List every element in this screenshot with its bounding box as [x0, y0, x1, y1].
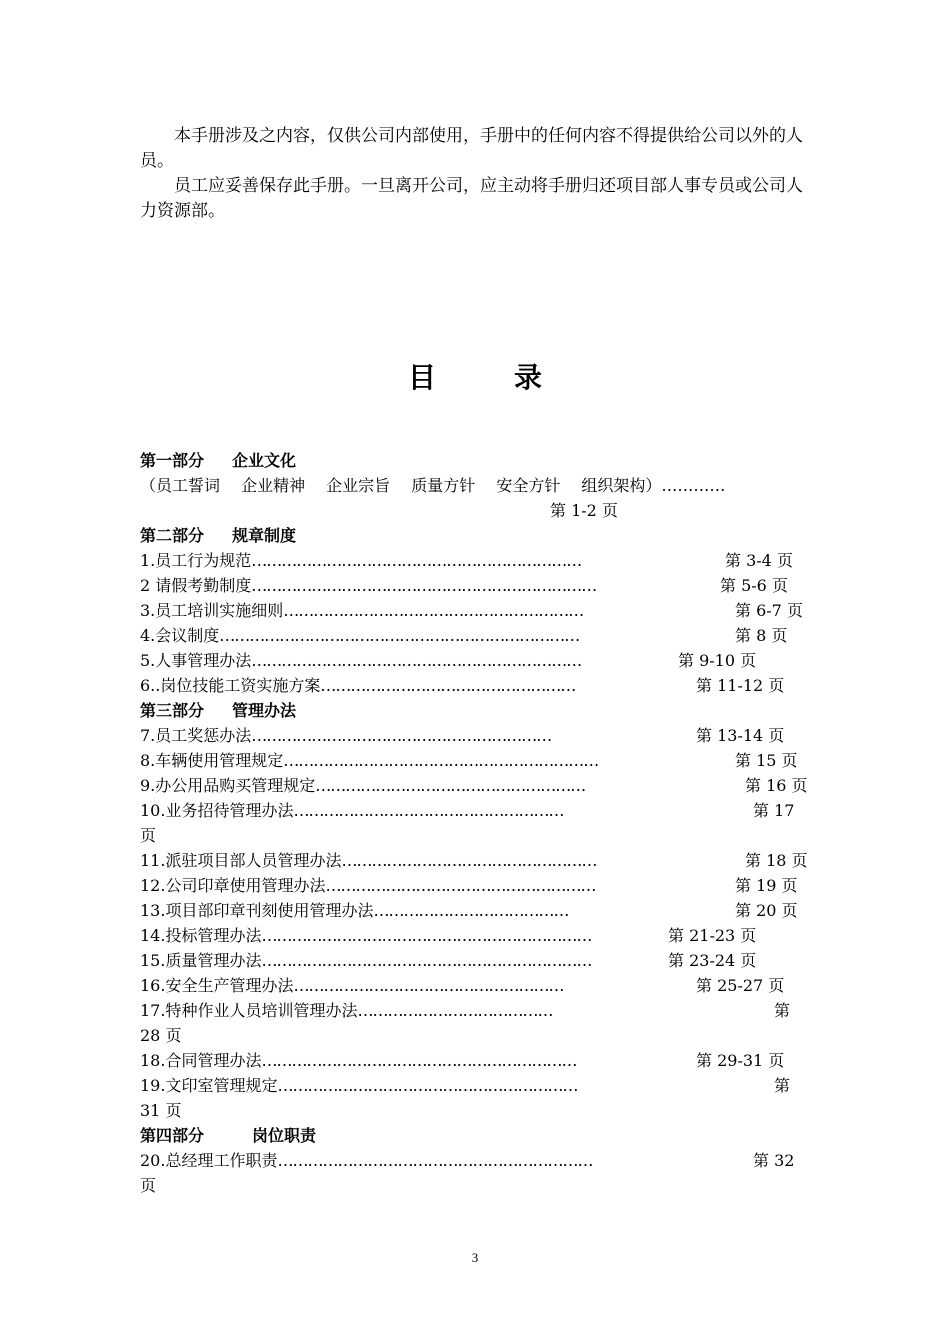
part-number: 第四部分: [140, 1126, 205, 1145]
toc-page-ref: 第 15 页: [735, 751, 798, 770]
toc-page-ref: 第 17: [753, 801, 795, 820]
toc-page-ref: 第 16 页: [745, 776, 808, 795]
toc-entry[interactable]: [140, 923, 815, 948]
toc-page-ref: 第 18 页: [745, 851, 808, 870]
toc-entry[interactable]: [140, 598, 815, 623]
toc-leader-dots: ……………………………………………………………: [251, 576, 597, 595]
disclaimer-text: [140, 124, 815, 224]
toc-entry-label: 10.业务招待管理办法: [140, 801, 294, 820]
toc-entry[interactable]: [140, 948, 815, 973]
toc-entry-label: 15.质量管理办法: [140, 951, 262, 970]
toc-leader-dots: ………………………………………………: [293, 976, 564, 995]
toc-entry[interactable]: [140, 898, 815, 923]
toc-page-ref: 第 32: [753, 1151, 795, 1170]
toc-entry[interactable]: [140, 973, 815, 998]
part-description: （员工誓词 企业精神 企业宗旨 质量方针 安全方针 组织架构）…………: [140, 476, 726, 495]
toc-leader-dots: ………………………………………………………: [261, 1051, 577, 1070]
part-heading: [140, 448, 815, 473]
toc-leader-dots: ……………………………………………: [341, 851, 597, 870]
toc-page-ref: 第 5-6 页: [720, 576, 788, 595]
toc-entry-label: 11.派驻项目部人员管理办法: [140, 851, 342, 870]
toc-entry[interactable]: [140, 873, 815, 898]
disclaimer-paragraph: 员工应妥善保存此手册。一旦离开公司，应主动将手册归还项目部人事专员或公司人力资源部。: [140, 176, 803, 221]
page-number: 3: [471, 1250, 479, 1265]
part-name: 规章制度: [232, 526, 297, 545]
toc-page-ref: 第 6-7 页: [735, 601, 803, 620]
toc-leader-dots: ………………………………………………………………: [219, 626, 580, 645]
toc-entry-label: 7.员工奖惩办法: [140, 726, 252, 745]
toc-entry-label: 1.员工行为规范: [140, 551, 252, 570]
toc-entry-label: 5.人事管理办法: [140, 651, 252, 670]
toc-entry-label: 6..岗位技能工资实施方案: [140, 676, 321, 695]
part-number: 第三部分: [140, 701, 205, 720]
toc-title: [0, 356, 950, 396]
toc-page-ref: 第: [774, 1076, 791, 1095]
part-name: 岗位职责: [252, 1126, 317, 1145]
toc-entry-label: 18.合同管理办法: [140, 1051, 262, 1070]
part-number: 第二部分: [140, 526, 205, 545]
toc-leader-dots: ……………………………………………………: [283, 601, 584, 620]
toc-entry[interactable]: [140, 648, 815, 673]
toc-page-ref: 第 9-10 页: [678, 651, 757, 670]
toc-leader-dots: ………………………………………………: [315, 776, 586, 795]
toc-page-ref: 第 8 页: [735, 626, 788, 645]
table-of-contents: [140, 448, 815, 1198]
toc-entry[interactable]: [140, 1048, 815, 1073]
toc-entry[interactable]: [140, 723, 815, 748]
part-heading: [140, 698, 815, 723]
toc-page-ref-continued: 31 页: [140, 1101, 182, 1120]
toc-leader-dots: ………………………………………………………: [283, 751, 599, 770]
part-page-ref: 第 1-2 页: [550, 501, 618, 520]
toc-entry[interactable]: [140, 573, 815, 598]
toc-entry[interactable]: [140, 773, 815, 798]
toc-entry[interactable]: [140, 548, 815, 573]
toc-title-char: 录: [514, 361, 543, 394]
toc-leader-dots: …………………………………………………………: [251, 551, 582, 570]
toc-entry-label: 9.办公用品购买管理规定: [140, 776, 316, 795]
part-name: 企业文化: [232, 451, 297, 470]
toc-leader-dots: ………………………………………………: [325, 876, 596, 895]
toc-entry[interactable]: [140, 998, 815, 1023]
toc-leader-dots: ……………………………………………………: [251, 726, 552, 745]
toc-entry[interactable]: [140, 798, 815, 823]
toc-title-char: 目: [407, 361, 436, 394]
toc-entry[interactable]: [140, 673, 815, 698]
toc-leader-dots: ………………………………………………: [293, 801, 564, 820]
toc-page-ref-continued: 28 页: [140, 1026, 182, 1045]
toc-entry-label: 17.特种作业人员培训管理办法: [140, 1001, 358, 1020]
toc-entry[interactable]: [140, 1148, 815, 1173]
toc-entry[interactable]: [140, 623, 815, 648]
toc-page-ref: 第 13-14 页: [696, 726, 785, 745]
toc-leader-dots: ……………………………………………………: [277, 1076, 578, 1095]
toc-page-ref: 第 21-23 页: [668, 926, 757, 945]
toc-entry[interactable]: [140, 848, 815, 873]
toc-page-ref-continued: 页: [140, 826, 157, 845]
part-heading: [140, 1123, 815, 1148]
toc-entry-label: 3.员工培训实施细则: [140, 601, 284, 620]
toc-entry[interactable]: [140, 1073, 815, 1098]
toc-page-ref: 第 19 页: [735, 876, 798, 895]
toc-leader-dots: …………………………………………………………: [251, 651, 582, 670]
toc-page-ref: 第 20 页: [735, 901, 798, 920]
toc-page-ref: 第 23-24 页: [668, 951, 757, 970]
toc-entry[interactable]: [140, 748, 815, 773]
toc-entry-label: 12.公司印章使用管理办法: [140, 876, 326, 895]
toc-page-ref: 第 29-31 页: [696, 1051, 785, 1070]
part-number: 第一部分: [140, 451, 205, 470]
part-name: 管理办法: [232, 701, 297, 720]
toc-leader-dots: …………………………………: [357, 1001, 553, 1020]
toc-entry-label: 20.总经理工作职责: [140, 1151, 278, 1170]
toc-entry-label: 14.投标管理办法: [140, 926, 262, 945]
disclaimer-paragraph: 本手册涉及之内容，仅供公司内部使用，手册中的任何内容不得提供给公司以外的人员。: [140, 126, 803, 171]
toc-leader-dots: …………………………………………………………: [261, 926, 592, 945]
toc-page-ref: 第 3-4 页: [725, 551, 793, 570]
toc-leader-dots: …………………………………………………………: [261, 951, 592, 970]
toc-entry-label: 16.安全生产管理办法: [140, 976, 294, 995]
toc-page-ref: 第 25-27 页: [696, 976, 785, 995]
toc-leader-dots: ………………………………………………………: [277, 1151, 593, 1170]
toc-entry-label: 19.文印室管理规定: [140, 1076, 278, 1095]
toc-leader-dots: …………………………………: [373, 901, 569, 920]
toc-entry-label: 13.项目部印章刊刻使用管理办法: [140, 901, 374, 920]
toc-entry-label: 4.会议制度: [140, 626, 220, 645]
toc-page-ref: 第: [774, 1001, 791, 1020]
part-heading: [140, 523, 815, 548]
toc-entry-label: 2 请假考勤制度: [140, 576, 252, 595]
toc-page-ref-continued: 页: [140, 1176, 157, 1195]
toc-leader-dots: ……………………………………………: [320, 676, 576, 695]
toc-page-ref: 第 11-12 页: [696, 676, 785, 695]
toc-entry-label: 8.车辆使用管理规定: [140, 751, 284, 770]
